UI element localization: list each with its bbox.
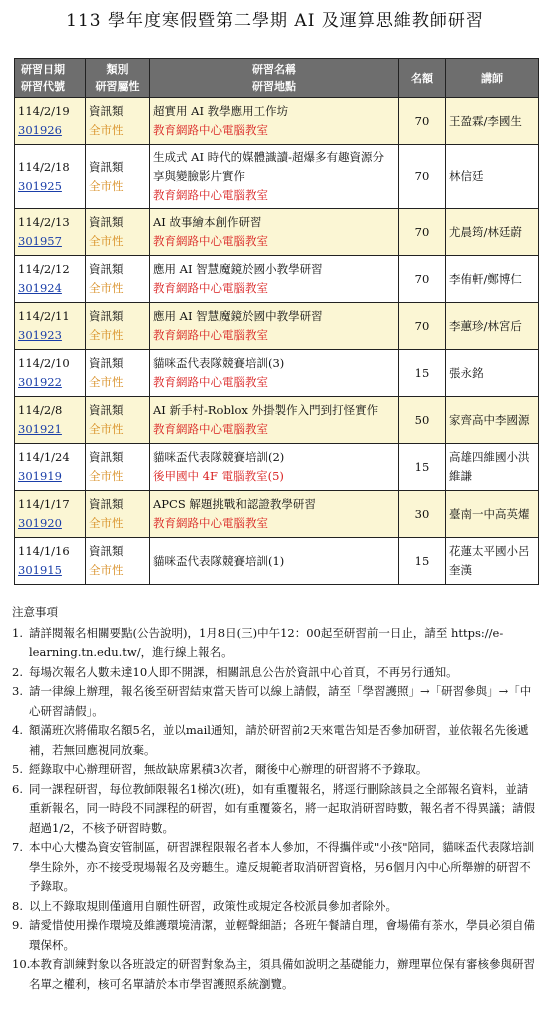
note-number: 3. (12, 684, 23, 698)
course-quota: 50 (399, 397, 446, 444)
course-teacher: 高雄四維國小洪維謙 (446, 444, 539, 491)
course-category: 資訊類 (89, 309, 124, 323)
course-date: 114/2/13 (18, 215, 70, 229)
course-venue: 後甲國中 4F 電腦教室(5) (153, 469, 284, 483)
course-attribute: 全市性 (89, 281, 124, 295)
category-cell (86, 397, 150, 444)
course-teacher: 林信廷 (446, 145, 539, 209)
note-text: 本教育訓練對象以各班設定的研習對象為主，須具備如說明之基礎能力，辦理單位保有審核參與研習名單之權利，核可名單請於本市學習護照系統瀏覽。 (29, 957, 535, 991)
date-code-cell (15, 444, 86, 491)
category-cell (86, 98, 150, 145)
course-attribute: 全市性 (89, 563, 124, 577)
category-cell (86, 350, 150, 397)
course-category: 資訊類 (89, 403, 124, 417)
note-text: 請一律線上辦理，報名後至研習結束當天皆可以線上請假，請至「學習護照」→「研習參與」→「中心研習請假」。 (29, 684, 532, 718)
course-attribute: 全市性 (89, 328, 124, 342)
course-name: 應用 AI 智慧魔鏡於國中教學研習 (153, 309, 323, 323)
course-code-link[interactable]: 301920 (18, 516, 62, 530)
category-cell (86, 491, 150, 538)
table-row (15, 303, 539, 350)
course-attribute: 全市性 (89, 178, 124, 193)
course-teacher: 花蓮太平國小呂奎漢 (446, 538, 539, 585)
course-teacher: 臺南一中高英燿 (446, 491, 539, 538)
category-cell (86, 145, 150, 209)
header-teacher: 講師 (446, 59, 539, 98)
note-text: 同一課程研習，每位教師限報名1梯次(班)，如有重覆報名，將逕行刪除該員之全部報名資料，並請重新報名，同一時段不同課程的研習，如有重覆簽名，將一起取消研習時數，報名者不得異議；請假超過1/2，不核予研習時數。 (29, 781, 535, 835)
name-venue-cell (150, 256, 399, 303)
header-date: 研習日期 (21, 63, 65, 76)
course-category: 資訊類 (89, 159, 124, 174)
page-title: 113 學年度寒假暨第二學期 AI 及運算思維教師研習 (66, 11, 484, 31)
note-number: 9. (12, 918, 23, 932)
note-item (12, 955, 538, 994)
name-venue-cell (150, 444, 399, 491)
note-item (12, 682, 538, 721)
note-number: 5. (12, 762, 23, 776)
course-date: 114/2/10 (18, 356, 70, 370)
course-name: APCS 解題挑戰和認證教學研習 (153, 497, 316, 511)
note-number: 1. (12, 625, 23, 640)
course-category: 資訊類 (89, 104, 124, 118)
header-code: 研習代號 (21, 80, 65, 93)
course-venue: 教育網路中心電腦教室 (153, 188, 268, 202)
note-number: 10. (12, 957, 31, 971)
category-cell (86, 209, 150, 256)
table-header-row (15, 59, 539, 98)
course-teacher: 家齊高中李國源 (446, 397, 539, 444)
header-category-label: 類別 (106, 63, 129, 76)
note-number: 2. (12, 664, 23, 679)
course-name: 貓咪盃代表隊競賽培訓(2) (153, 450, 285, 464)
note-text: 額滿班次將備取名額5名，並以mail通知，請於研習前2天來電告知是否參加研習，並依報名先後遞補，若無回應視同放棄。 (29, 723, 529, 757)
date-code-cell (15, 98, 86, 145)
course-code-link[interactable]: 301957 (18, 234, 62, 248)
note-item (12, 760, 538, 780)
note-text: 經錄取中心辦理研習，無故缺席累積3次者，爾後中心辦理的研習將不予錄取。 (29, 762, 428, 776)
name-venue-cell (150, 303, 399, 350)
date-code-cell (15, 397, 86, 444)
course-date: 114/1/24 (18, 450, 70, 464)
course-attribute: 全市性 (89, 375, 124, 389)
table-row (15, 444, 539, 491)
course-name: 超實用 AI 教學應用工作坊 (153, 104, 289, 118)
course-date: 114/2/18 (18, 159, 70, 174)
note-number: 6. (12, 781, 23, 796)
course-name: 貓咪盃代表隊競賽培訓(1) (153, 553, 285, 568)
note-item (12, 897, 538, 917)
course-category: 資訊類 (89, 497, 124, 511)
course-category: 資訊類 (89, 215, 124, 229)
course-venue: 教育網路中心電腦教室 (153, 328, 268, 342)
table-row (15, 538, 539, 585)
note-item (12, 624, 538, 663)
course-code-link[interactable]: 301925 (18, 178, 62, 193)
category-cell (86, 538, 150, 585)
course-quota: 15 (399, 444, 446, 491)
date-code-cell (15, 538, 86, 585)
course-quota: 30 (399, 491, 446, 538)
course-venue: 教育網路中心電腦教室 (153, 516, 268, 530)
date-code-cell (15, 350, 86, 397)
course-teacher: 王盈霖/李國生 (446, 98, 539, 145)
header-name: 研習名稱 (252, 63, 296, 76)
course-date: 114/2/8 (18, 403, 63, 417)
name-venue-cell (150, 538, 399, 585)
course-date: 114/2/11 (18, 309, 70, 323)
note-number: 4. (12, 723, 23, 737)
date-code-cell (15, 303, 86, 350)
note-item (12, 838, 538, 897)
course-name: 生成式 AI 時代的媒體識讀-超爆多有趣資源分享與變臉影片實作 (153, 150, 385, 183)
header-venue: 研習地點 (252, 80, 296, 93)
note-text: 請愛惜使用操作環境及維護環境清潔，並輕聲細語；各班午餐請自理，會場備有茶水，學員必須自備環保杯。 (29, 918, 535, 952)
table-row (15, 491, 539, 538)
course-attribute: 全市性 (89, 422, 124, 436)
course-code-link[interactable]: 301919 (18, 469, 62, 483)
course-venue: 教育網路中心電腦教室 (153, 234, 268, 248)
name-venue-cell (150, 397, 399, 444)
course-date: 114/1/17 (18, 497, 70, 511)
name-venue-cell (150, 98, 399, 145)
name-venue-cell (150, 350, 399, 397)
course-venue: 教育網路中心電腦教室 (153, 123, 268, 137)
note-text: 以上不錄取規則僅適用自願性研習，政策性或規定各校派員參加者除外。 (29, 898, 397, 913)
course-teacher: 李蕙珍/林宮后 (446, 303, 539, 350)
note-item (12, 780, 538, 839)
course-name: 應用 AI 智慧魔鏡於國小教學研習 (153, 262, 323, 276)
note-text: 請詳閱報名相關要點(公告說明)，1月8日(三)中午12：00起至研習前一日止，請至 https://e-learning.tn.edu.tw/，進行線上報名。 (29, 625, 504, 659)
name-venue-cell (150, 491, 399, 538)
course-venue: 教育網路中心電腦教室 (153, 281, 268, 295)
course-attribute: 全市性 (89, 234, 124, 248)
category-cell (86, 303, 150, 350)
note-item (12, 916, 538, 955)
course-quota: 70 (399, 145, 446, 209)
course-date: 114/2/19 (18, 104, 70, 118)
date-code-cell (15, 256, 86, 303)
table-row (15, 145, 539, 209)
note-number: 8. (12, 898, 23, 913)
category-cell (86, 444, 150, 491)
course-code-link[interactable]: 301922 (18, 375, 62, 389)
note-text: 本中心大樓為資安管制區，研習課程限報名者本人參加，不得攜伴或"小孩"陪同，貓咪盃代表隊培訓學生除外，亦不接受現場報名及旁聽生。違反規範者取消研習資格，另6個月內中心所舉辦的研習不予錄取。 (29, 840, 535, 893)
course-quota: 70 (399, 256, 446, 303)
course-table (14, 58, 539, 585)
course-teacher: 尤晨筠/林廷蔚 (446, 209, 539, 256)
course-code-link[interactable]: 301923 (18, 328, 62, 342)
course-category: 資訊類 (89, 544, 124, 558)
course-code-link[interactable]: 301924 (18, 281, 62, 295)
table-row (15, 256, 539, 303)
header-category (86, 59, 150, 98)
course-category: 資訊類 (89, 450, 124, 464)
course-code-link[interactable]: 301926 (18, 123, 62, 137)
note-item (12, 721, 538, 760)
course-date: 114/1/16 (18, 544, 70, 558)
name-venue-cell (150, 145, 399, 209)
table-row (15, 350, 539, 397)
date-code-cell (15, 491, 86, 538)
date-code-cell (15, 209, 86, 256)
course-quota: 70 (399, 209, 446, 256)
course-name: AI 故事繪本創作研習 (153, 215, 262, 229)
course-quota: 70 (399, 303, 446, 350)
header-quota: 名額 (399, 59, 446, 98)
note-number: 7. (12, 840, 23, 854)
header-attribute: 研習屬性 (95, 80, 140, 93)
table-row (15, 397, 539, 444)
note-item (12, 663, 538, 683)
course-attribute: 全市性 (89, 123, 124, 137)
course-venue: 教育網路中心電腦教室 (153, 422, 268, 436)
course-attribute: 全市性 (89, 469, 124, 483)
table-row (15, 209, 539, 256)
course-code-link[interactable]: 301915 (18, 563, 62, 577)
name-venue-cell (150, 209, 399, 256)
date-code-cell (15, 145, 86, 209)
course-name: 貓咪盃代表隊競賽培訓(3) (153, 356, 285, 370)
course-category: 資訊類 (89, 262, 124, 276)
course-venue: 教育網路中心電腦教室 (153, 375, 268, 389)
note-text: 每場次報名人數未達10人即不開課，相關訊息公告於資訊中心首頁，不再另行通知。 (29, 664, 458, 679)
table-row (15, 98, 539, 145)
course-quota: 70 (399, 98, 446, 145)
course-teacher: 李侑軒/鄭博仁 (446, 256, 539, 303)
course-quota: 15 (399, 538, 446, 585)
course-date: 114/2/12 (18, 262, 70, 276)
course-name: AI 新手村-Roblox 外掛製作入門到打怪實作 (153, 403, 379, 417)
course-quota: 15 (399, 350, 446, 397)
header-name-venue (150, 59, 399, 98)
notes-heading: 注意事項 (12, 605, 58, 619)
notes-section (12, 603, 538, 994)
course-attribute: 全市性 (89, 516, 124, 530)
course-category: 資訊類 (89, 356, 124, 370)
course-teacher: 張永銘 (446, 350, 539, 397)
course-code-link[interactable]: 301921 (18, 422, 62, 436)
header-date-code (15, 59, 86, 98)
category-cell (86, 256, 150, 303)
